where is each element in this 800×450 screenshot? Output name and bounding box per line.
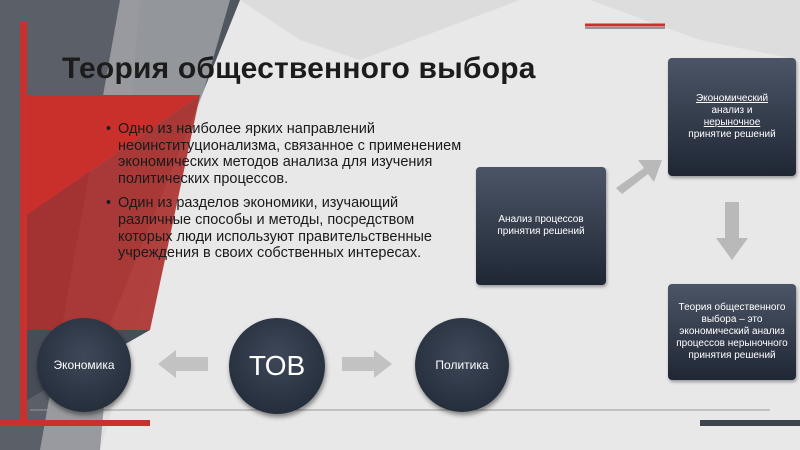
slide-title: Теория общественного выбора bbox=[62, 52, 536, 85]
bullet-list bbox=[108, 121, 468, 270]
arrow-down-icon bbox=[714, 200, 750, 262]
circle-tov bbox=[229, 318, 325, 414]
circle-economics bbox=[37, 318, 131, 412]
bullet-text: Один из разделов экономики, изучающий различные способы и методы, посредством которых люди используют правительственные учреждения в своих собственных интересах. bbox=[118, 195, 432, 262]
bullet-marker: • bbox=[106, 195, 112, 212]
box-theory-definition bbox=[668, 284, 796, 380]
arrow-up-right-icon bbox=[610, 150, 666, 198]
bullet-item bbox=[108, 121, 468, 187]
arrow-right-icon bbox=[340, 347, 394, 381]
non-market-link[interactable]: нерыночное bbox=[703, 117, 761, 128]
bullet-marker: • bbox=[106, 121, 112, 137]
box-process-analysis bbox=[476, 167, 606, 285]
bullet-item bbox=[108, 195, 468, 261]
box-economic-analysis: Экономический анализ и нерыночное принятие решений bbox=[668, 58, 796, 176]
circle-economics-label: Экономика bbox=[53, 357, 115, 372]
bullet-text: Одно из наиболее ярких направлений неоинституционализма, связанное с применением экономических методов анализа для изучения политических процессов. bbox=[118, 121, 462, 187]
arrow-left-icon bbox=[156, 347, 210, 381]
economic-link[interactable]: Экономический bbox=[695, 93, 769, 104]
circle-politics bbox=[415, 318, 509, 412]
circle-politics-label: Политика bbox=[435, 357, 489, 372]
box-theory-text: Теория общественного выбора – это экономический анализ процессов нерыночного принятия решений bbox=[676, 302, 788, 361]
circle-tov-label: ТОВ bbox=[248, 350, 306, 381]
box-process-text: Анализ процессов принятия решений bbox=[497, 214, 585, 237]
